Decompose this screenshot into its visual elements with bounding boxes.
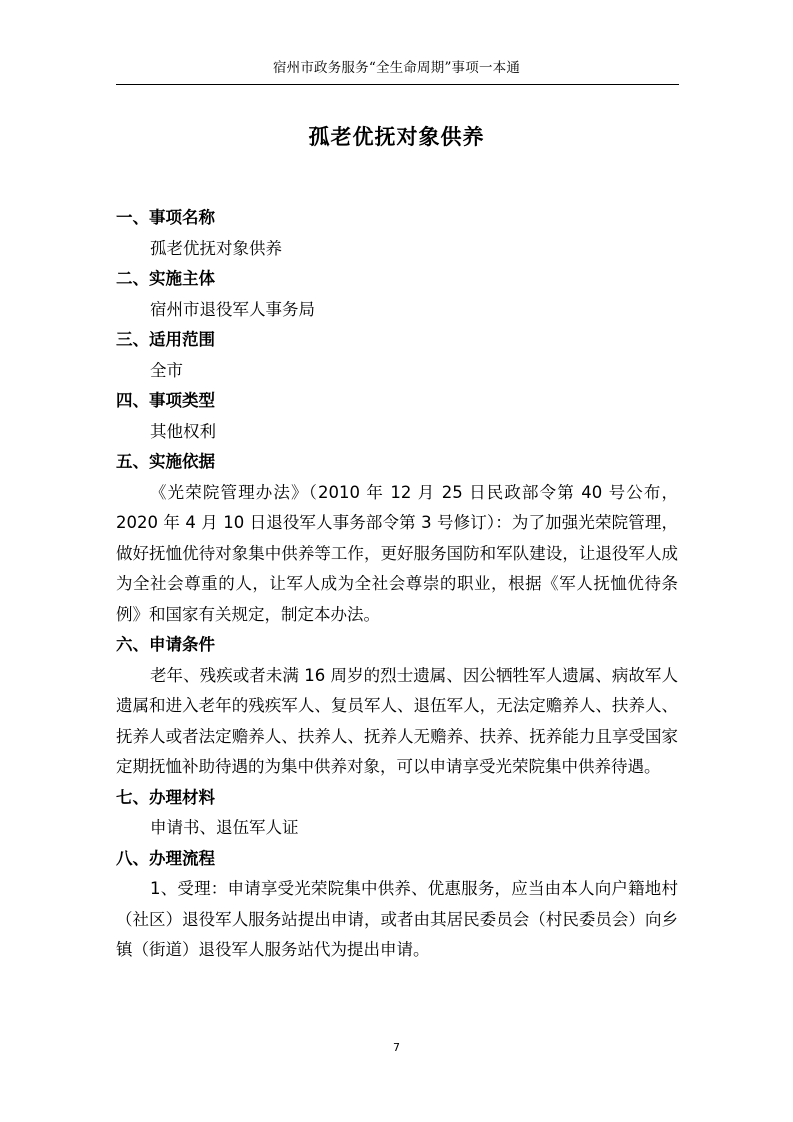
running-header: 宿州市政务服务“全生命周期”事项一本通: [272, 60, 521, 76]
section-paragraph-process: 1、受理：申请享受光荣院集中供养、优惠服务，应当由本人向户籍地村（社区）退役军人服务站提出申请，或者由其居民委员会（村民委员会）向乡镇（街道）退役军人服务站代为提出申请。: [116, 879, 678, 959]
page-number: 7: [393, 1041, 400, 1054]
section-heading-item-name: 一、事项名称: [116, 208, 215, 227]
section-heading-conditions: 六、申请条件: [116, 635, 215, 654]
page-title: 孤老优抚对象供养: [308, 125, 485, 149]
section-paragraph-basis: 《光荣院管理办法》（2010 年 12 月 25 日民政部令第 40 号公布，2020 年 4 月 10 日退役军人事务部令第 3 号修订）：为了加强光荣院管理，做好抚恤优待对象集中供养等工作，更好服务国防和军队建设，让退役军人成为全社会尊重的人，让军人成为全社会尊崇的职业，根据《军人抚恤优待条例》和国家有关规定，制定本办法。: [116, 482, 678, 624]
document-body: [116, 203, 678, 966]
section-value-scope: 全市: [150, 360, 183, 380]
section-value-item-type: 其他权利: [150, 421, 216, 441]
section-value-implementer: 宿州市退役军人事务局: [150, 299, 315, 319]
section-paragraph-conditions: 老年、残疾或者未满 16 周岁的烈士遗属、因公牺牲军人遗属、病故军人遗属和进入老年的残疾军人、复员军人、退伍军人，无法定赡养人、扶养人、抚养人或者法定赡养人、扶养人、抚养人无赡养、扶养、抚养能力且享受国家定期抚恤补助待遇的为集中供养对象，可以申请享受光荣院集中供养待遇。: [116, 665, 678, 776]
section-value-materials: 申请书、退伍军人证: [150, 818, 299, 837]
section-heading-implementer: 二、实施主体: [116, 269, 215, 288]
section-heading-materials: 七、办理材料: [116, 787, 215, 807]
section-heading-basis: 五、实施依据: [116, 452, 215, 471]
section-value-item-name: 孤老优抚对象供养: [150, 238, 282, 258]
header-divider: [116, 84, 679, 85]
section-heading-scope: 三、适用范围: [116, 330, 215, 349]
section-heading-item-type: 四、事项类型: [116, 391, 215, 410]
section-heading-process: 八、办理流程: [116, 848, 215, 868]
